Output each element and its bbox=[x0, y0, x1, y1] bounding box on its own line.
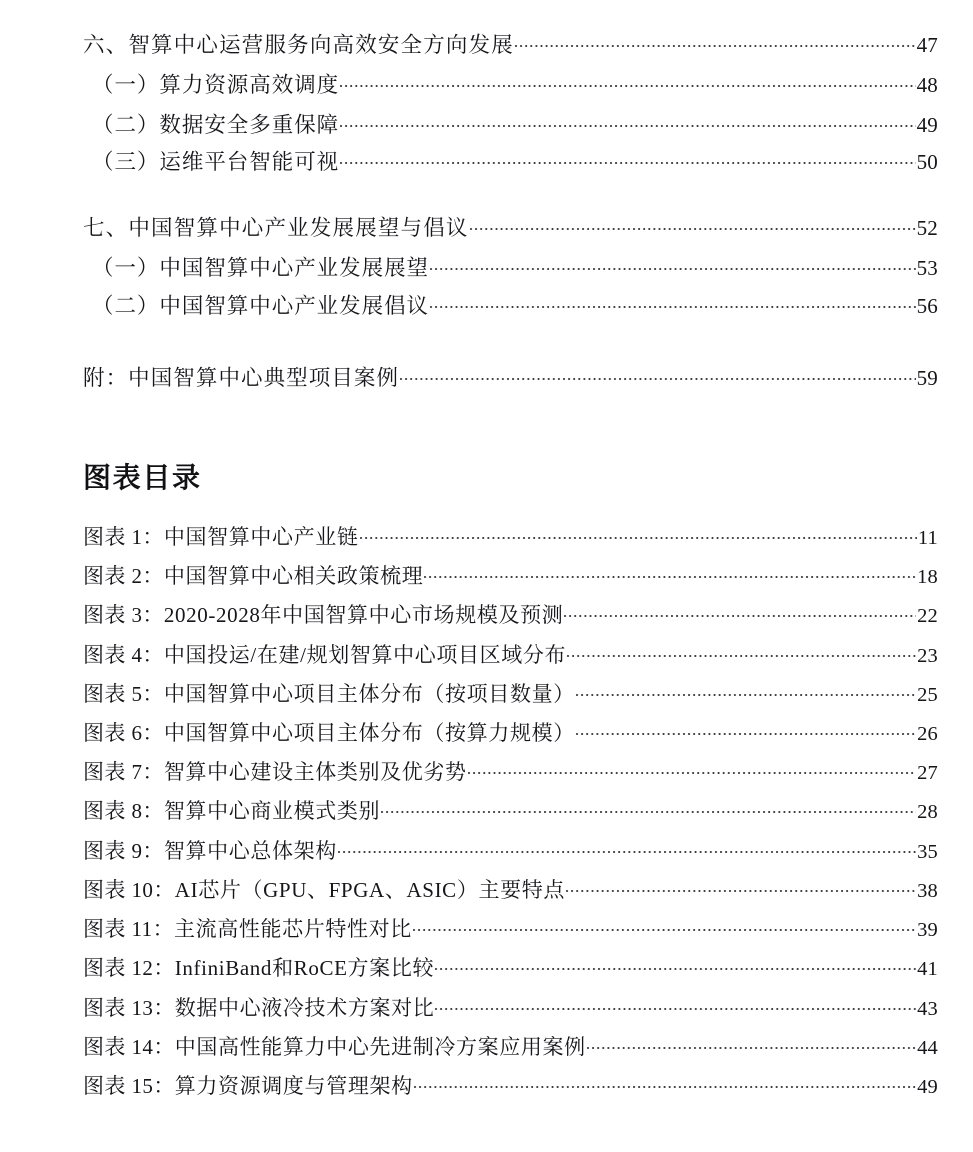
figure-entry-title: 数据中心液冷技术方案对比 bbox=[174, 996, 435, 1020]
figure-list-row[interactable] bbox=[83, 756, 938, 786]
figure-entry-label bbox=[83, 717, 575, 747]
figure-list-row[interactable] bbox=[83, 992, 938, 1022]
toc-entry-page: 47 bbox=[916, 33, 938, 57]
figure-list-row[interactable] bbox=[83, 952, 938, 982]
figure-entry-page: 26 bbox=[917, 723, 938, 745]
toc-entry-page: 53 bbox=[916, 256, 938, 280]
dot-leader bbox=[424, 562, 916, 583]
figure-entry-label bbox=[83, 874, 565, 904]
toc-entry-label: 七、中国智算中心产业发展展望与倡议 bbox=[83, 216, 469, 240]
figure-entry-index: 图表 8： bbox=[83, 799, 164, 823]
figure-entry-label bbox=[83, 795, 380, 825]
figure-entry-label bbox=[83, 678, 575, 708]
figure-entry-index: 图表 3： bbox=[83, 603, 164, 627]
toc-appendix-row[interactable] bbox=[83, 361, 938, 392]
toc-row[interactable] bbox=[92, 68, 938, 99]
figure-entry-page: 49 bbox=[917, 1076, 938, 1098]
toc-entry-label: 六、智算中心运营服务向高效安全方向发展 bbox=[83, 33, 514, 57]
figure-entry-title: 2020-2028年中国智算中心市场规模及预测 bbox=[163, 603, 564, 627]
dot-leader bbox=[381, 797, 916, 818]
figure-entry-index: 图表 15： bbox=[83, 1074, 175, 1098]
figure-entry-page: 22 bbox=[917, 605, 938, 627]
figure-entry-label bbox=[83, 560, 423, 590]
dot-leader bbox=[470, 214, 916, 236]
figure-entry-label bbox=[83, 1070, 413, 1100]
figure-entry-title: 中国智算中心项目主体分布（按项目数量） bbox=[163, 682, 575, 706]
dot-leader bbox=[566, 876, 916, 897]
toc-entry-label: （一）中国智算中心产业发展展望 bbox=[92, 256, 430, 280]
dot-leader bbox=[430, 254, 916, 276]
toc-row[interactable] bbox=[92, 289, 938, 320]
figure-entry-title: 智算中心总体架构 bbox=[163, 839, 337, 863]
figure-entry-page: 44 bbox=[917, 1037, 938, 1059]
figure-list-row[interactable] bbox=[83, 835, 938, 865]
dot-leader bbox=[360, 523, 917, 544]
figure-entry-index: 图表 6： bbox=[83, 721, 164, 745]
toc-row[interactable] bbox=[83, 28, 938, 59]
toc-entry-page: 49 bbox=[916, 113, 938, 137]
toc-row[interactable] bbox=[92, 251, 938, 282]
dot-leader bbox=[414, 1072, 916, 1093]
figure-entry-title: 中国高性能算力中心先进制冷方案应用案例 bbox=[174, 1035, 586, 1059]
figure-entry-index: 图表 12： bbox=[83, 956, 175, 980]
dot-leader bbox=[435, 994, 916, 1015]
figure-entry-page: 38 bbox=[917, 880, 938, 902]
dot-leader bbox=[435, 954, 916, 975]
dot-leader bbox=[468, 758, 916, 779]
figure-list-heading: 图表目录 bbox=[83, 462, 202, 493]
figure-entry-index: 图表 10： bbox=[83, 878, 175, 902]
figure-entry-title: AI芯片（GPU、FPGA、ASIC）主要特点 bbox=[174, 878, 565, 902]
figure-entry-index: 图表 4： bbox=[83, 643, 164, 667]
dot-leader bbox=[400, 364, 916, 386]
toc-entry-page: 50 bbox=[916, 150, 938, 174]
toc-entry-page: 48 bbox=[916, 73, 938, 97]
dot-leader bbox=[576, 680, 916, 701]
figure-list-row[interactable] bbox=[83, 717, 938, 747]
toc-entry-label: （二）中国智算中心产业发展倡议 bbox=[92, 294, 430, 318]
figure-entry-title: 中国智算中心项目主体分布（按算力规模） bbox=[163, 721, 575, 745]
figure-entry-page: 43 bbox=[917, 998, 938, 1020]
figure-entry-label bbox=[83, 639, 566, 669]
figure-entry-label bbox=[83, 913, 412, 943]
figure-list-row[interactable] bbox=[83, 599, 938, 629]
figure-entry-page: 18 bbox=[917, 566, 938, 588]
figure-entry-index: 图表 7： bbox=[83, 760, 164, 784]
figure-entry-label bbox=[83, 952, 434, 982]
figure-entry-index: 图表 11： bbox=[83, 917, 174, 941]
figure-entry-index: 图表 2： bbox=[83, 564, 164, 588]
figure-entry-page: 39 bbox=[917, 919, 938, 941]
figure-entry-page: 27 bbox=[917, 762, 938, 784]
figure-entry-page: 25 bbox=[917, 684, 938, 706]
figure-list-row[interactable] bbox=[83, 678, 938, 708]
figure-list-row[interactable] bbox=[83, 913, 938, 943]
figure-list-row[interactable] bbox=[83, 521, 938, 551]
dot-leader bbox=[413, 915, 916, 936]
figure-entry-label bbox=[83, 1031, 586, 1061]
figure-entry-index: 图表 13： bbox=[83, 996, 175, 1020]
figure-entry-page: 23 bbox=[917, 645, 938, 667]
dot-leader bbox=[576, 719, 916, 740]
toc-appendix-label: 附：中国智算中心典型项目案例 bbox=[83, 366, 400, 390]
figure-entry-title: 中国智算中心产业链 bbox=[163, 525, 359, 549]
figure-entry-title: 中国智算中心相关政策梳理 bbox=[163, 564, 424, 588]
dot-leader bbox=[567, 641, 916, 662]
figure-entry-index: 图表 5： bbox=[83, 682, 164, 706]
figure-entry-label bbox=[83, 599, 563, 629]
figure-entry-index: 图表 9： bbox=[83, 839, 164, 863]
figure-entry-index: 图表 14： bbox=[83, 1035, 175, 1059]
dot-leader bbox=[340, 111, 915, 133]
figure-entry-title: 算力资源调度与管理架构 bbox=[174, 1074, 413, 1098]
figure-entry-title: 智算中心商业模式类别 bbox=[163, 799, 381, 823]
toc-entry-label: （三）运维平台智能可视 bbox=[92, 150, 340, 174]
figure-entry-index: 图表 1： bbox=[83, 525, 164, 549]
toc-row[interactable] bbox=[92, 145, 938, 176]
figure-list-row[interactable] bbox=[83, 1031, 938, 1061]
figure-entry-title: 主流高性能芯片特性对比 bbox=[174, 917, 412, 941]
figure-entry-label bbox=[83, 992, 434, 1022]
figure-entry-title: 智算中心建设主体类别及优劣势 bbox=[163, 760, 467, 784]
figure-entry-label bbox=[83, 835, 337, 865]
figure-entry-page: 28 bbox=[917, 801, 938, 823]
figure-entry-page: 41 bbox=[917, 958, 938, 980]
toc-row[interactable] bbox=[92, 108, 938, 139]
figure-list-row[interactable] bbox=[83, 560, 938, 590]
figure-entry-page: 35 bbox=[917, 841, 938, 863]
figure-entry-title: InfiniBand和RoCE方案比较 bbox=[174, 956, 435, 980]
dot-leader bbox=[587, 1033, 916, 1054]
dot-leader bbox=[340, 148, 915, 170]
toc-appendix-page: 59 bbox=[916, 366, 938, 390]
toc-entry-label: （二）数据安全多重保障 bbox=[92, 113, 340, 137]
toc-entry-page: 52 bbox=[916, 216, 938, 240]
toc-entry-label: （一）算力资源高效调度 bbox=[92, 73, 340, 97]
figure-entry-page: 11 bbox=[917, 527, 938, 549]
figure-list-row[interactable] bbox=[83, 1070, 938, 1100]
toc-entry-page: 56 bbox=[916, 294, 938, 318]
toc-row[interactable] bbox=[83, 211, 938, 242]
figure-entry-label bbox=[83, 756, 467, 786]
dot-leader bbox=[340, 71, 915, 93]
figure-list-row[interactable] bbox=[83, 795, 938, 825]
figure-list-row[interactable] bbox=[83, 874, 938, 904]
dot-leader bbox=[515, 31, 916, 53]
figure-entry-label bbox=[83, 521, 359, 551]
figure-entry-title: 中国投运/在建/规划智算中心项目区域分布 bbox=[163, 643, 567, 667]
dot-leader bbox=[564, 601, 916, 622]
dot-leader bbox=[430, 292, 916, 314]
figure-list-row[interactable] bbox=[83, 639, 938, 669]
dot-leader bbox=[338, 837, 916, 858]
